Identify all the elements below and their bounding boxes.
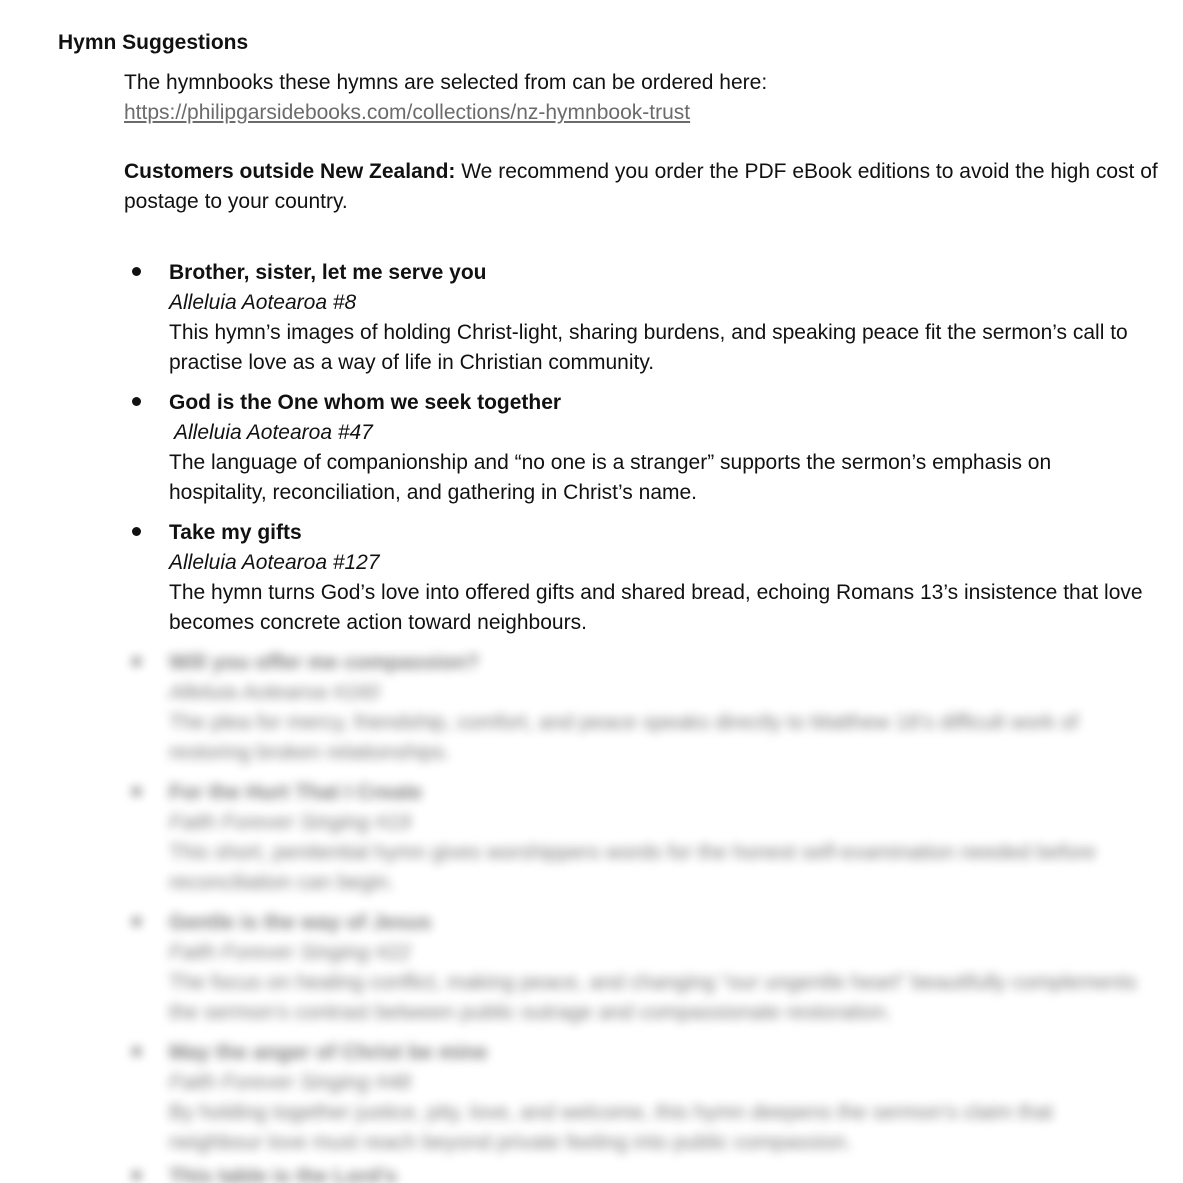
intro-paragraph [124, 68, 1154, 128]
intro-text: The hymnbooks these hymns are selected from can be ordered here: [124, 71, 768, 94]
bullet-icon [132, 787, 141, 796]
hymn-book: Alleluia Aotearoa #160 [169, 681, 380, 704]
hymnbook-link[interactable]: https://philipgarsidebooks.com/collections/nz-hymnbook-trust [124, 101, 691, 124]
hymn-book: Faith Forever Singing #22 [169, 941, 411, 964]
bullet-icon [132, 1047, 141, 1056]
page-title: Hymn Suggestions [58, 31, 249, 54]
customer-notice [124, 157, 1159, 217]
hymn-title: For the Hurt That I Create [169, 781, 423, 804]
hymn-title: God is the One whom we seek together [169, 391, 562, 414]
hymn-description: The language of companionship and “no one is a stranger” supports the sermon’s emphasis on hospitality, reconciliation, and gathering in Christ’s name. [169, 451, 1052, 504]
bullet-icon [132, 527, 141, 536]
bullet-icon [132, 397, 141, 406]
bullet-icon [132, 657, 141, 666]
hymn-description: The focus on healing conflict, making peace, and changing “our ungentle heart” beautifully complements the sermon’s contrast between public outrage and compassionate restoration. [169, 971, 1137, 1024]
hymn-title: Gentle is the way of Jesus [169, 911, 432, 934]
hymn-title: This table is the Lord’s [169, 1165, 397, 1183]
hymn-book: Faith Forever Singing #19 [169, 811, 411, 834]
bullet-icon [132, 1171, 141, 1180]
bullet-icon [132, 267, 141, 276]
notice-label: Customers outside New Zealand: [124, 160, 456, 183]
hymn-description: This short, penitential hymn gives worshippers words for the honest self-examination needed before reconciliation can begin. [169, 841, 1096, 894]
hymn-title: May the anger of Christ be mine [169, 1041, 488, 1064]
hymn-title: Will you offer me compassion? [169, 651, 480, 674]
hymn-book: Alleluia Aotearoa #127 [169, 551, 380, 574]
hymn-description: By holding together justice, pity, love, and welcome, this hymn deepens the sermon’s claim that neighbour love must reach beyond private feeling into public compassion. [169, 1101, 1054, 1154]
hymn-title: Take my gifts [169, 521, 302, 544]
hymn-title: Brother, sister, let me serve you [169, 261, 487, 284]
bullet-icon [132, 917, 141, 926]
notice-text: We recommend you order the PDF eBook editions to avoid the high cost of postage to your country. [124, 160, 1158, 213]
hymn-book: Alleluia Aotearoa #47 [174, 421, 373, 444]
hymn-book: Alleluia Aotearoa #8 [169, 291, 357, 314]
hymn-description: This hymn’s images of holding Christ-light, sharing burdens, and speaking peace fit the sermon’s call to practise love as a way of life in Christian community. [169, 321, 1128, 374]
hymn-book: Faith Forever Singing #48 [169, 1071, 411, 1094]
hymn-description: The hymn turns God’s love into offered gifts and shared bread, echoing Romans 13’s insistence that love becomes concrete action toward neighbours. [169, 581, 1143, 634]
hymn-description: The plea for mercy, friendship, comfort, and peace speaks directly to Matthew 18’s difficult work of restoring broken relationships. [169, 711, 1079, 764]
